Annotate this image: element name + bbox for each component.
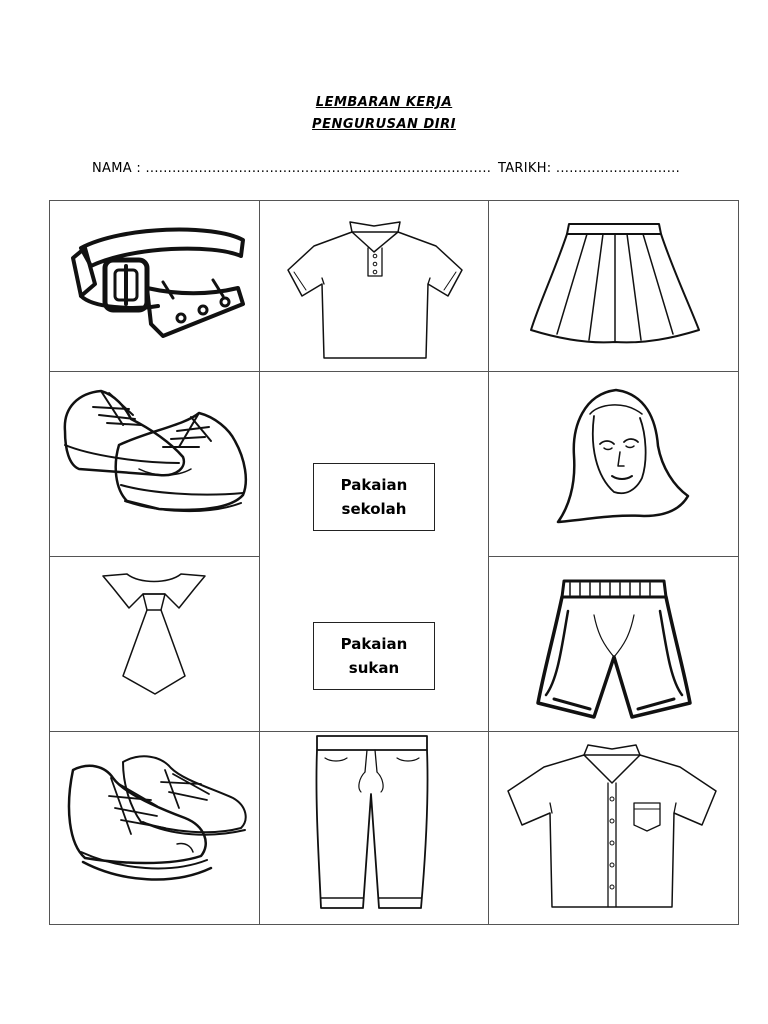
belt-icon <box>63 218 248 343</box>
label-sport-line2: sukan <box>348 659 400 677</box>
date-blank: ............................ <box>555 161 681 176</box>
track-pants-icon <box>307 732 437 917</box>
date-field <box>498 161 680 176</box>
name-field <box>92 161 491 176</box>
necktie-icon <box>99 572 209 697</box>
sports-shoes-icon <box>59 385 251 535</box>
clothing-grid <box>49 200 739 925</box>
school-shirt-icon <box>504 743 719 913</box>
worksheet-subtitle: PENGURUSAN DIRI <box>312 117 456 132</box>
name-blank: .............................................................................. <box>145 161 492 176</box>
skirt-icon <box>527 220 702 350</box>
label-school-line1: Pakaian <box>340 476 408 494</box>
sport-shorts-icon <box>534 575 694 725</box>
hijab-icon <box>554 386 694 526</box>
label-school-line2: sekolah <box>341 500 407 518</box>
label-sport-clothes <box>313 622 435 690</box>
name-label: NAMA : <box>92 161 142 176</box>
canvas-shoes-icon <box>61 748 251 913</box>
worksheet-title: LEMBARAN KERJA <box>315 95 453 110</box>
polo-shirt-icon <box>284 218 464 363</box>
date-label: TARIKH: <box>498 161 552 176</box>
label-school-clothes <box>313 463 435 531</box>
label-sport-line1: Pakaian <box>340 635 408 653</box>
